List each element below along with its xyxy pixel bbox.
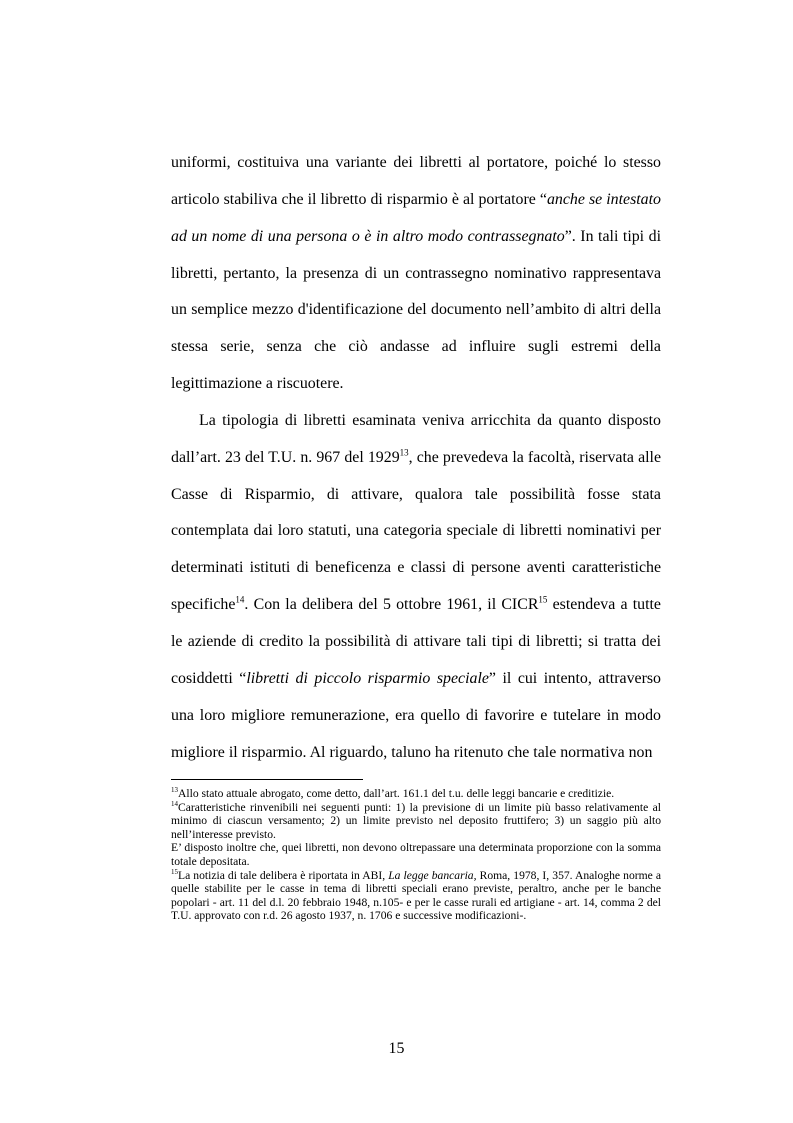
text-run: ” il cui intento, attraverso una loro migliore remunerazione, era quello di favorire e tutelare in modo migliore il risparmio. Al riguardo, taluno ha ritenuto che tale normativa non [171,669,661,761]
footnote-marker: 15 [171,867,178,876]
text-run: La tipologia di libretti esaminata veniva arricchita da quanto disposto dall’art. 23 del T.U. n. 967 del 1929 [171,411,661,466]
footnote-marker: 13 [399,447,409,458]
italic-text: La legge bancaria, [388,868,477,882]
text-run: La notizia di tale delibera è riportata in ABI, [178,868,389,882]
text-run: Allo stato attuale abrogato, come detto, dall’art. 161.1 del t.u. delle leggi bancarie e creditizie. [178,787,615,800]
paragraph [171,403,661,771]
footnotes [171,787,661,923]
page-number: 15 [388,1040,405,1057]
footnote-marker: 14 [235,594,245,605]
footnote [171,841,661,868]
text-run: Roma, 1978, I, 357. Analoghe norme a quelle stabilite per le casse in tema di libretti speciali erano previste, peraltro, anche per le banche popolari - art. 11 del d.l. 20 febbraio 1948, n.105- e per le casse rurali ed artigiane - art. 14, comma 2 del T.U. approvato con r.d. 26 agosto 1937, n. 1706 e successive modificazioni-. [171,868,661,923]
body-text [171,145,661,771]
text-run: Caratteristiche rinvenibili nei seguenti punti: 1) la previsione di un limite più basso relativamente al minimo di ciascun versamento; 2) un limite previsto nel deposito fruttifero; 3) un saggio più alto nell’interesse previsto. [171,800,661,841]
footnote [171,787,661,801]
italic-text: anche se intestato ad un nome di una persona o è in altro modo contrassegnato [171,190,661,245]
text-run: , che prevedeva la facoltà, riservata alle Casse di Risparmio, di attivare, qualora tale possibilità fosse stata contemplata dai loro statuti, una categoria speciale di libretti nominativi per determinati istituti di beneficenza e classi di persone aventi caratteristiche specifiche [171,448,661,614]
italic-text: libretti di piccolo risparmio speciale [246,669,489,687]
text-run: uniformi, costituiva una variante dei libretti al portatore, poiché lo stesso articolo stabiliva che il libretto di risparmio è al portatore “ [171,154,661,208]
footnote [171,869,661,923]
footnote-marker: 13 [171,786,178,795]
footnote-separator [171,779,363,780]
paragraph [171,145,661,403]
text-run: . Con la delibera del 5 ottobre 1961, il CICR [244,596,539,614]
footnote-marker: 15 [538,594,548,605]
text-run: E’ disposto inoltre che, quei libretti, non devono oltrepassare una determinata proporzione con la somma totale depositata. [171,841,661,868]
text-run: estendeva a tutte le aziende di credito la possibilità di attivare tali tipi di libretti; si tratta dei cosiddetti “ [171,596,661,687]
text-run: ”. In tali tipi di libretti, pertanto, la presenza di un contrassegno nominativo rappresentava un semplice mezzo d'identificazione del documento nell’ambito di altri della stessa serie, senza che ciò andasse ad influire sugli estremi della legittimazione a riscuotere. [171,227,661,393]
footnote [171,801,661,842]
footnote-marker: 14 [171,799,178,808]
